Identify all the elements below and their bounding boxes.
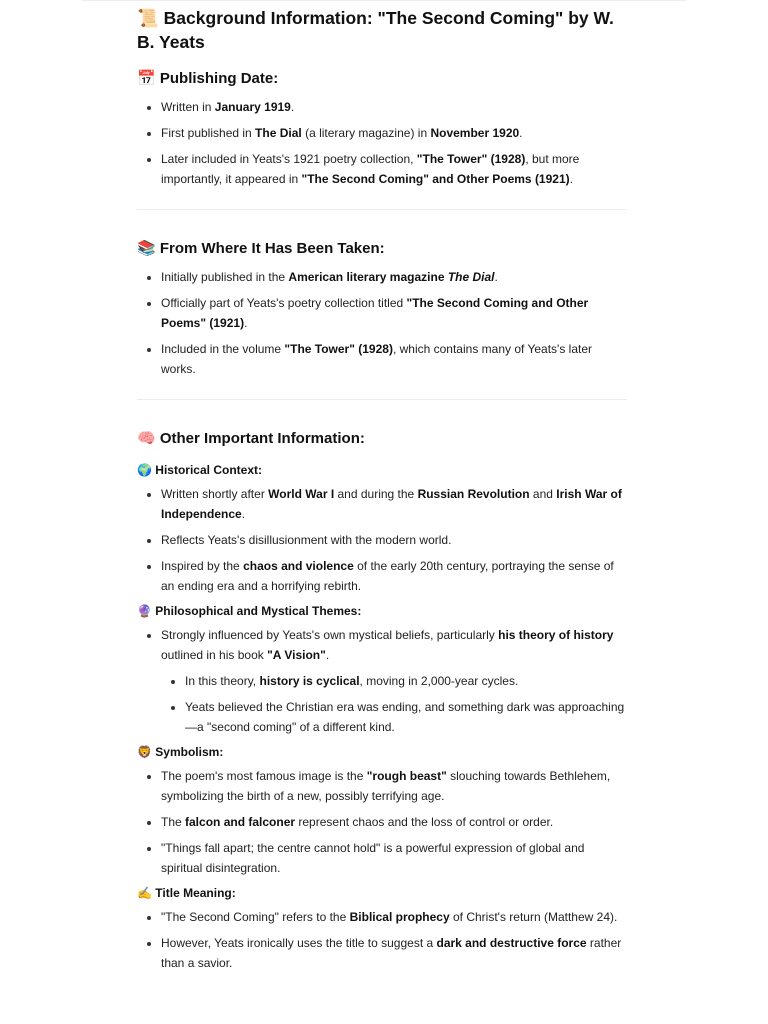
bold-text: November 1920 bbox=[430, 126, 520, 140]
bold-text: January 1919 bbox=[214, 100, 291, 114]
text-run: , but more importantly, it appeared in bbox=[161, 152, 580, 186]
list-item-text bbox=[161, 628, 613, 662]
text-run: (a literary magazine) in bbox=[301, 126, 431, 140]
text-run: and bbox=[529, 487, 557, 501]
text-run: Strongly influenced by Yeats's own mystical beliefs, particularly bbox=[161, 628, 499, 642]
text-run: , moving in 2,000-year cycles. bbox=[359, 674, 519, 688]
historical-list bbox=[137, 484, 627, 596]
text-run: . bbox=[290, 100, 295, 114]
symbolism-list bbox=[137, 766, 627, 878]
text-run: Written shortly after bbox=[161, 487, 269, 501]
text-run: and during the bbox=[334, 487, 418, 501]
writing-hand-icon: ✍️ bbox=[137, 886, 152, 900]
bold-text: Irish War of Independence bbox=[161, 487, 622, 521]
section-heading-other-info bbox=[137, 428, 627, 449]
list-item bbox=[137, 484, 627, 524]
brain-icon: 🧠 bbox=[137, 429, 156, 447]
list-item bbox=[137, 766, 627, 806]
bold-text: The Dial bbox=[255, 126, 302, 140]
text-run: Written in bbox=[161, 100, 215, 114]
text-run: However, Yeats ironically uses the title to suggest a bbox=[161, 936, 437, 950]
bold-text: World War I bbox=[268, 487, 335, 501]
text-run: slouching towards Bethlehem, symbolizing the birth of a new, possibly terrifying age. bbox=[161, 769, 611, 803]
source-list bbox=[137, 267, 627, 379]
text-run: The bbox=[161, 815, 186, 829]
subheading-philosophical-themes bbox=[137, 602, 627, 620]
bold-text: "A Vision" bbox=[267, 648, 326, 662]
bold-text: his theory of history bbox=[498, 628, 614, 642]
bold-text: "The Tower" (1928) bbox=[284, 342, 393, 356]
page-title bbox=[137, 7, 627, 54]
bold-text: "rough beast" bbox=[366, 769, 447, 783]
document-body bbox=[137, 7, 627, 973]
text-run: Initially published in the bbox=[161, 270, 289, 284]
text-run: . bbox=[241, 507, 246, 521]
list-item bbox=[137, 149, 627, 189]
bold-text: Biblical prophecy bbox=[349, 910, 450, 924]
list-item bbox=[137, 530, 627, 550]
list-item bbox=[137, 933, 627, 973]
bold-text: dark and destructive force bbox=[436, 936, 587, 950]
text-run: rather than a savior. bbox=[161, 936, 622, 970]
lion-icon: 🦁 bbox=[137, 745, 152, 759]
list-item bbox=[137, 339, 627, 379]
list-item bbox=[161, 697, 627, 737]
text-run: . bbox=[325, 648, 330, 662]
list-item bbox=[137, 123, 627, 143]
text-run: . bbox=[244, 316, 248, 330]
text-run: of the early 20th century, portraying the sense of an ending era and a horrifying rebirth. bbox=[161, 559, 614, 593]
text-run: First published in bbox=[161, 126, 256, 140]
list-item bbox=[137, 293, 627, 333]
list-item bbox=[137, 838, 627, 878]
section-heading-text: Publishing Date: bbox=[159, 70, 279, 87]
crystal-ball-icon: 🔮 bbox=[137, 604, 152, 618]
page-title-text: Background Information: "The Second Coming" by W. B. Yeats bbox=[137, 8, 614, 52]
text-run: "The Second Coming" refers to the bbox=[161, 910, 350, 924]
books-icon: 📚 bbox=[137, 239, 156, 257]
text-run: . bbox=[519, 126, 523, 140]
text-run: of Christ's return (Matthew 24). bbox=[449, 910, 618, 924]
text-run: Inspired by the bbox=[161, 559, 244, 573]
text-run: Later included in Yeats's 1921 poetry collection, bbox=[161, 152, 417, 166]
subheading-historical-context bbox=[137, 461, 627, 479]
text-run: Included in the volume bbox=[161, 342, 285, 356]
subheading-text: Title Meaning: bbox=[155, 886, 236, 900]
subheading-text: Symbolism: bbox=[155, 745, 224, 759]
bold-text: "The Second Coming and Other Poems" (1921) bbox=[161, 296, 589, 330]
bold-text: The Dial bbox=[447, 270, 495, 284]
bold-text: "The Second Coming" and Other Poems (1921) bbox=[301, 172, 570, 186]
list-item bbox=[137, 556, 627, 596]
calendar-icon: 📅 bbox=[137, 69, 156, 87]
text-run: Yeats believed the Christian era was ending, and something dark was approaching—a "second coming" of a different kind. bbox=[185, 700, 625, 734]
bold-text: chaos and violence bbox=[243, 559, 354, 573]
list-item bbox=[137, 267, 627, 287]
publishing-list bbox=[137, 97, 627, 189]
section-heading-text: From Where It Has Been Taken: bbox=[159, 240, 385, 257]
text-run: , which contains many of Yeats's later works. bbox=[161, 342, 593, 376]
section-divider bbox=[137, 399, 627, 400]
list-item bbox=[137, 812, 627, 832]
text-run: . bbox=[569, 172, 573, 186]
text-run: . bbox=[494, 270, 498, 284]
text-run: In this theory, bbox=[185, 674, 260, 688]
subheading-title-meaning bbox=[137, 884, 627, 902]
list-item bbox=[137, 625, 627, 737]
section-divider bbox=[137, 209, 627, 210]
title-meaning-list bbox=[137, 907, 627, 973]
section-heading-text: Other Important Information: bbox=[159, 430, 365, 447]
list-item bbox=[137, 97, 627, 117]
subheading-symbolism bbox=[137, 743, 627, 761]
text-run: represent chaos and the loss of control or order. bbox=[295, 815, 554, 829]
text-run: outlined in his book bbox=[161, 648, 268, 662]
subheading-text: Historical Context: bbox=[155, 463, 262, 477]
bold-text: falcon and falconer bbox=[185, 815, 296, 829]
philosophical-list bbox=[137, 625, 627, 737]
philosophical-sublist bbox=[161, 671, 627, 737]
text-run: "Things fall apart; the centre cannot hold" is a powerful expression of global and spiritual disintegration. bbox=[161, 841, 585, 875]
list-item bbox=[161, 671, 627, 691]
bold-text: history is cyclical bbox=[259, 674, 360, 688]
top-divider bbox=[82, 0, 686, 1]
list-item bbox=[137, 907, 627, 927]
subheading-text: Philosophical and Mystical Themes: bbox=[155, 604, 362, 618]
text-run: Officially part of Yeats's poetry collection titled bbox=[161, 296, 407, 310]
section-heading-publishing-date bbox=[137, 68, 627, 89]
section-heading-source bbox=[137, 238, 627, 259]
text-run: Reflects Yeats's disillusionment with the modern world. bbox=[161, 533, 452, 547]
globe-icon: 🌍 bbox=[137, 463, 152, 477]
bold-text: Russian Revolution bbox=[417, 487, 530, 501]
bold-text: "The Tower" (1928) bbox=[416, 152, 526, 166]
text-run: The poem's most famous image is the bbox=[161, 769, 367, 783]
scroll-icon: 📜 bbox=[137, 9, 159, 29]
bold-text: American literary magazine bbox=[288, 270, 448, 284]
